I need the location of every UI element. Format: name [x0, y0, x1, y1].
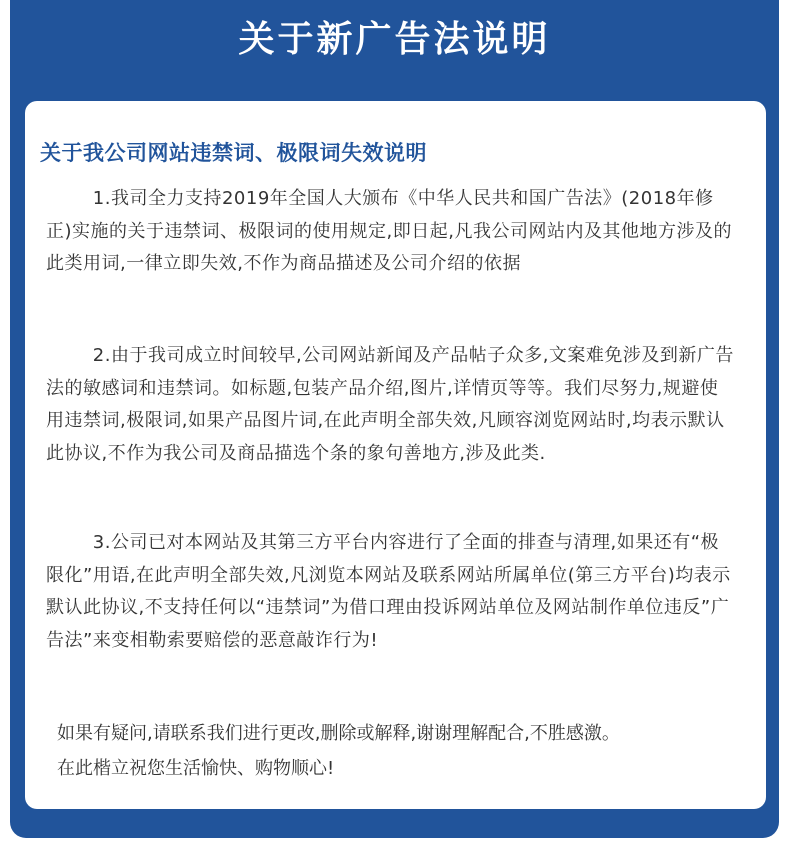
- page-title: 关于新广告法说明: [238, 19, 551, 60]
- closing-line-1: 如果有疑问,请联系我们进行更改,删除或解释,谢谢理解配合,不胜感激。: [57, 723, 620, 744]
- closing-line-2: 在此楷立祝您生活愉快、购物顺心!: [57, 758, 335, 779]
- notice-title: 关于我公司网站违禁词、极限词失效说明: [40, 141, 427, 165]
- notice-paragraph-2: 2.由于我司成立时间较早,公司网站新闻及产品帖子众多,文案难免涉及到新广告法的敏感词和违禁词。如标题,包装产品介绍,图片,详情页等等。我们尽努力,规避使用违禁词,极限词,如果产品图片词,在此声明全部失效,凡顾容浏览网站时,均表示默认此协议,不作为我公司及商品描选个条的象句善地方,涉及此类.: [46, 345, 734, 464]
- notice-paragraph-3: 3.公司已对本网站及其第三方平台内容进行了全面的排查与清理,如果还有“极限化”用语,在此声明全部失效,凡浏览本网站及联系网站所属单位(第三方平台)均表示默认此协议,不支持任何以“违禁词”为借口理由投诉网站单位及网站制作单位违反”广告法”来变相勒索要赔偿的恶意敲诈行为!: [46, 532, 731, 651]
- notice-paragraph-1: 1.我司全力支持2019年全国人大颁布《中华人民共和国广告法》(2018年修正)实施的关于违禁词、极限词的使用规定,即日起,凡我公司网站内及其他地方涉及的此类用词,一律立即失效,不作为商品描述及公司介绍的依据: [46, 188, 732, 274]
